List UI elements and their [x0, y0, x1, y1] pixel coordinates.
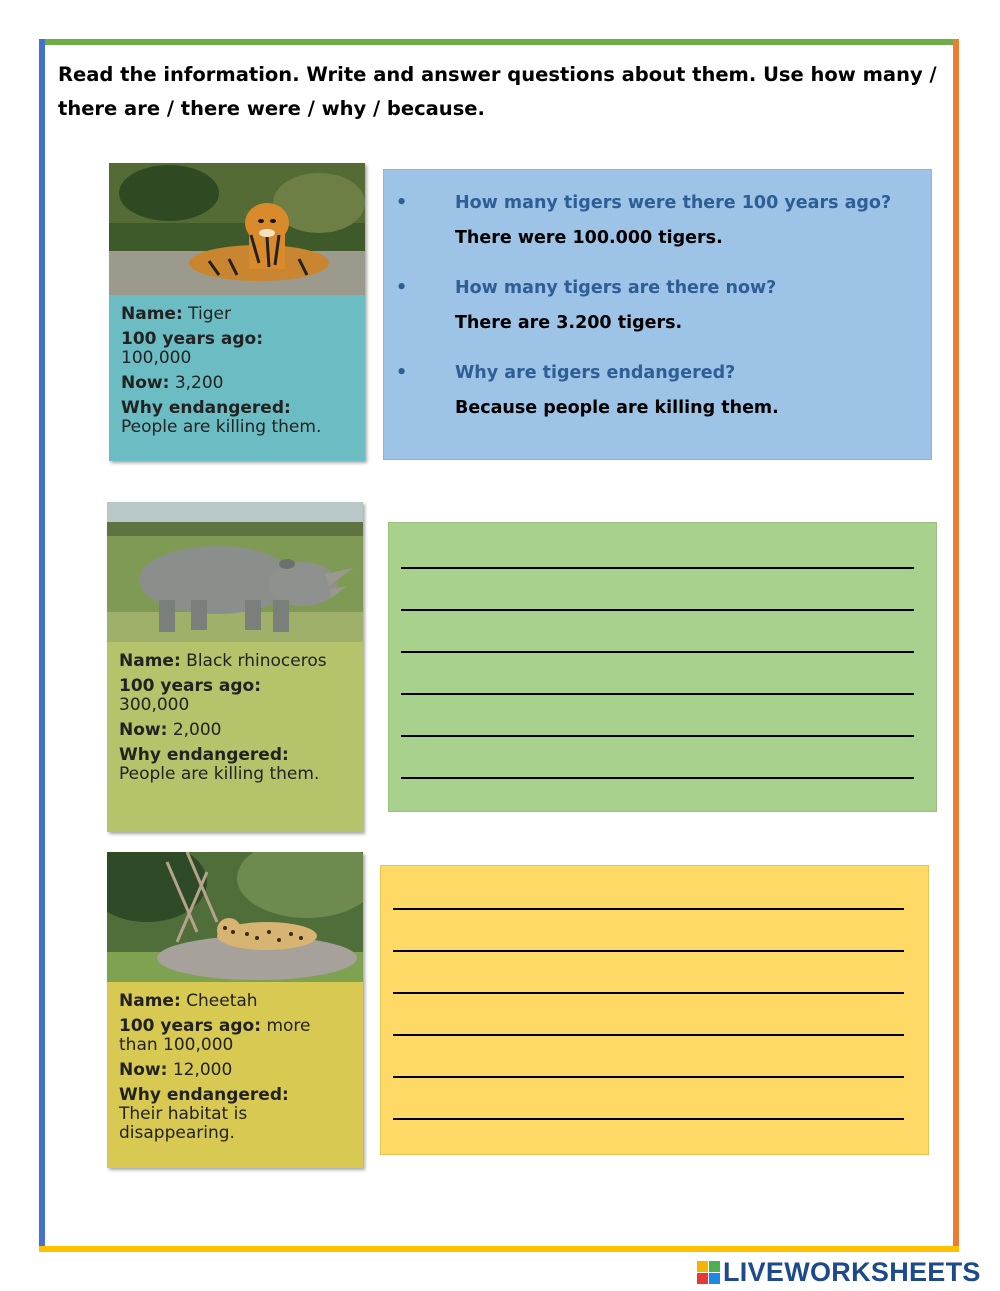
- answer-line[interactable]: [401, 777, 914, 779]
- answer-line[interactable]: [401, 735, 914, 737]
- frame-bottom-border: [39, 1246, 959, 1252]
- name-label: Name:: [119, 991, 181, 1011]
- name-label: Name:: [119, 651, 181, 671]
- rhino-photo: [107, 502, 363, 642]
- why-label: Why endangered:: [121, 398, 291, 418]
- answer-line[interactable]: [393, 992, 904, 994]
- years-ago-value: 100,000: [121, 348, 192, 368]
- why-value: People are killing them.: [119, 764, 320, 784]
- answer-line[interactable]: [401, 609, 914, 611]
- now-label: Now:: [119, 720, 168, 740]
- frame-right-border: [953, 39, 959, 1252]
- animal-name: Cheetah: [186, 991, 258, 1011]
- now-label: Now:: [119, 1060, 168, 1080]
- why-value: People are killing them.: [121, 417, 322, 437]
- list-item: [426, 356, 891, 426]
- liveworksheets-logo-icon: [697, 1261, 720, 1284]
- why-label: Why endangered:: [119, 745, 289, 765]
- answer-line[interactable]: [393, 1076, 904, 1078]
- example-question: • Why are tigers endangered?: [426, 356, 891, 391]
- years-ago-value: 300,000: [119, 695, 190, 715]
- now-value: 3,200: [174, 373, 224, 393]
- tiger-facts: [109, 297, 365, 461]
- liveworksheets-logo[interactable]: [697, 1258, 981, 1286]
- name-label: Name:: [121, 304, 183, 324]
- tiger-photo: [109, 163, 365, 295]
- cheetah-photo: [107, 852, 363, 982]
- rhino-answer-box: [388, 522, 937, 812]
- answer-line[interactable]: [401, 693, 914, 695]
- answer-line[interactable]: [401, 567, 914, 569]
- answer-line[interactable]: [393, 1034, 904, 1036]
- cheetah-info-card: [107, 852, 363, 1168]
- animal-name: Black rhinoceros: [186, 651, 327, 671]
- list-item: [426, 186, 891, 256]
- example-answer: Because people are killing them.: [455, 398, 779, 418]
- why-label: Why endangered:: [119, 1085, 289, 1105]
- now-value: 2,000: [172, 720, 222, 740]
- cheetah-answer-box: [380, 865, 929, 1155]
- example-question: • How many tigers were there 100 years ago?: [426, 186, 891, 221]
- tiger-info-card: [109, 163, 365, 461]
- example-question-list: [426, 186, 891, 441]
- now-value: 12,000: [172, 1060, 233, 1080]
- example-question: • How many tigers are there now?: [426, 271, 891, 306]
- cheetah-facts: [107, 984, 363, 1168]
- years-ago-value: more than 100,000: [119, 1016, 311, 1055]
- example-answer: There are 3.200 tigers.: [455, 313, 683, 333]
- frame-left-border: [39, 39, 45, 1252]
- years-ago-label: 100 years ago:: [119, 1016, 262, 1036]
- answer-line[interactable]: [401, 651, 914, 653]
- list-item: [426, 271, 891, 341]
- answer-line[interactable]: [393, 950, 904, 952]
- answer-line[interactable]: [393, 1118, 904, 1120]
- animal-name: Tiger: [188, 304, 231, 324]
- rhino-facts: [107, 644, 363, 832]
- now-label: Now:: [121, 373, 170, 393]
- years-ago-label: 100 years ago:: [121, 329, 264, 349]
- rhino-info-card: [107, 502, 363, 832]
- logo-text: LIVEWORKSHEETS: [723, 1256, 981, 1287]
- example-answer-box: [383, 169, 932, 460]
- years-ago-label: 100 years ago:: [119, 676, 262, 696]
- answer-line[interactable]: [393, 908, 904, 910]
- why-value: Their habitat is disappearing.: [119, 1104, 248, 1143]
- example-answer: There were 100.000 tigers.: [455, 228, 723, 248]
- instructions-text: Read the information. Write and answer questions about them. Use how many / there are / there were / why / because.: [58, 63, 937, 120]
- frame-top-border: [39, 39, 959, 45]
